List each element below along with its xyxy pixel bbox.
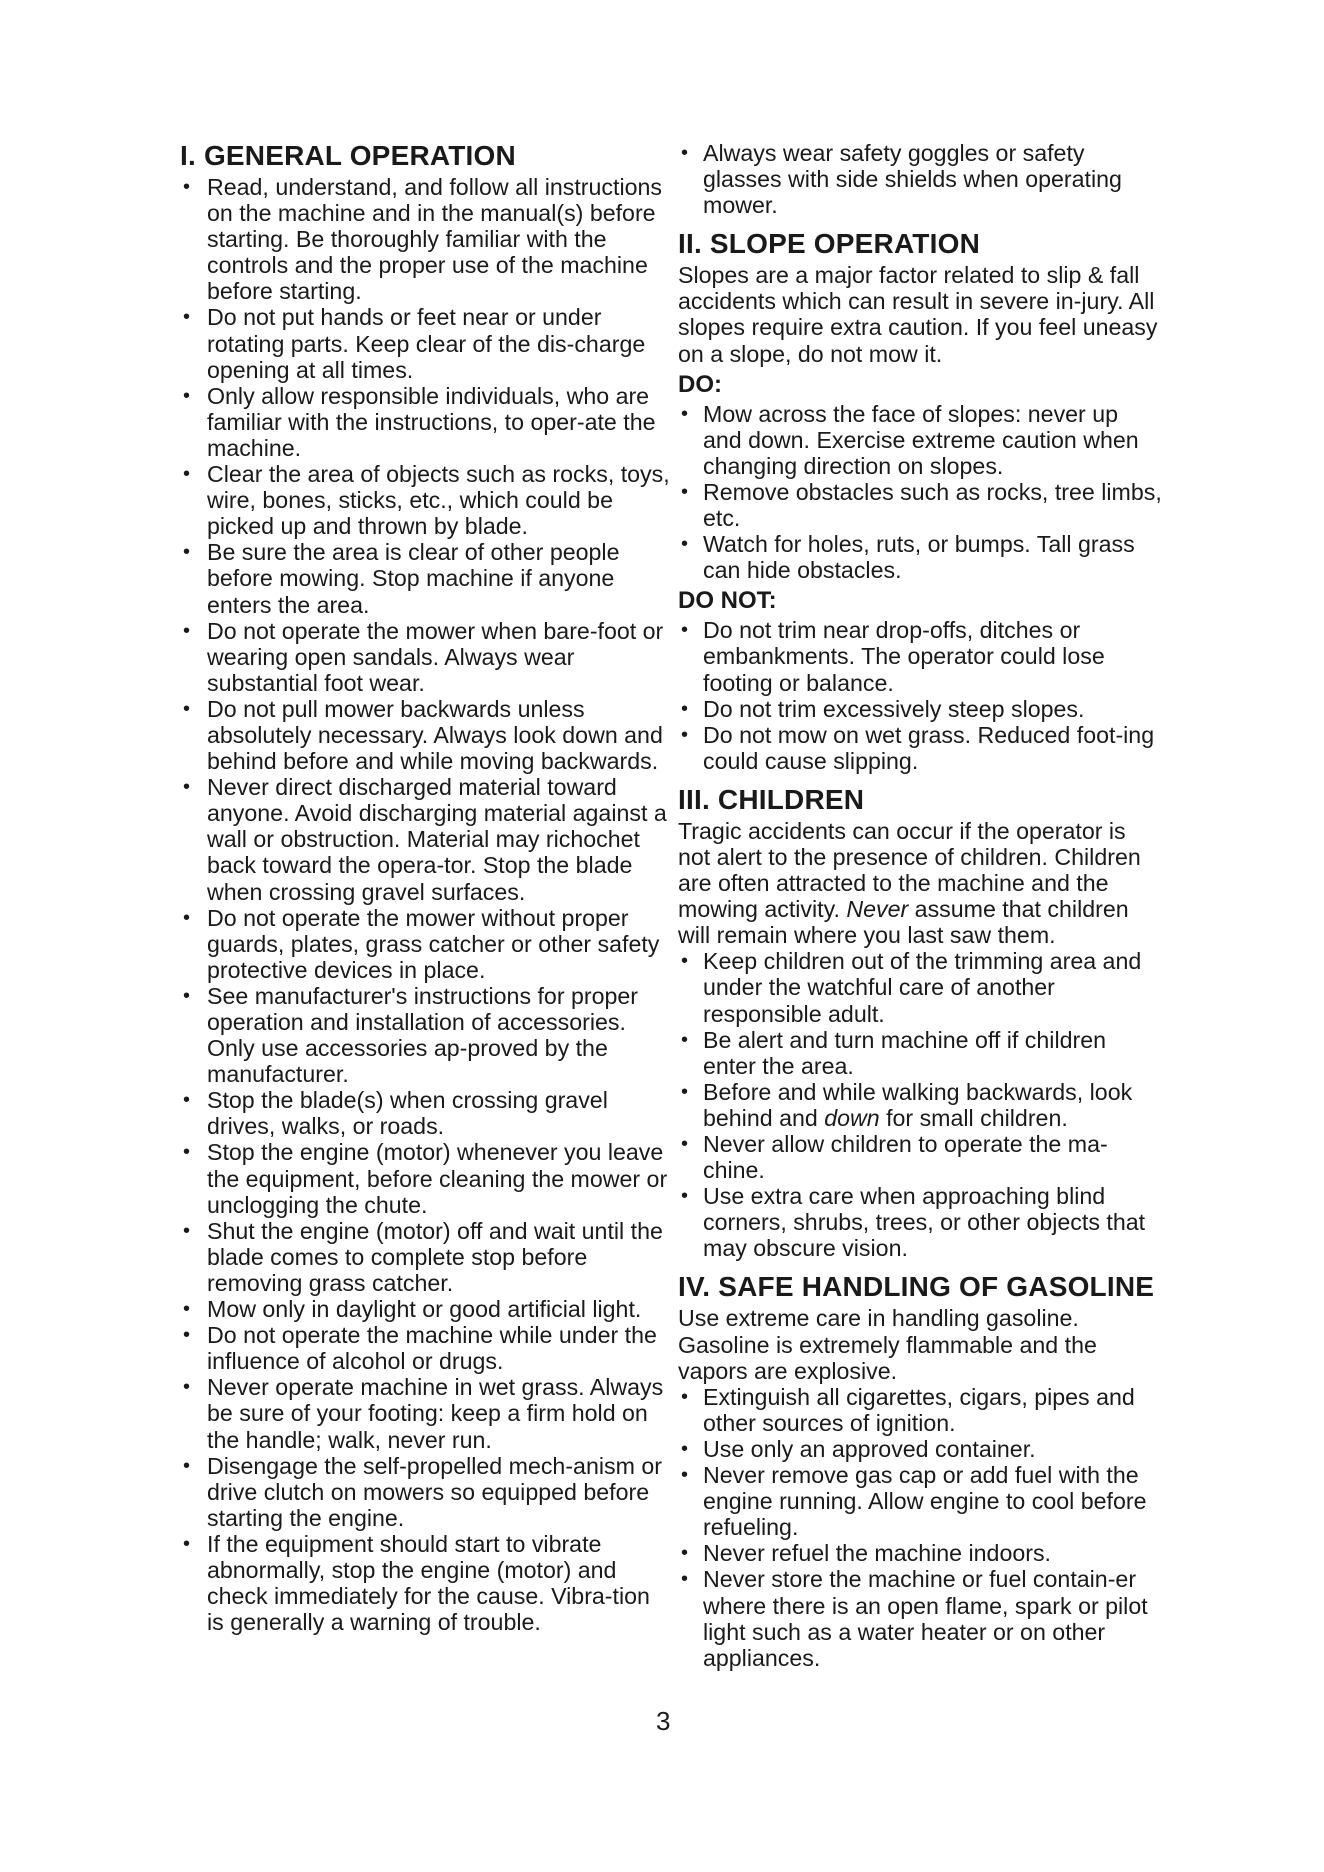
list-item: • Do not operate the mower without proper guards, plates, grass catcher or other safety protective devices in place. (180, 905, 670, 983)
gasoline-intro: Use extreme care in handling gasoline. Gasoline is extremely flammable and the vapors are explosive. (678, 1305, 1097, 1384)
list-item-text-a: Before and while walking backwards, look behind and (703, 1078, 1133, 1131)
list-item: • Be sure the area is clear of other people before mowing. Stop machine if anyone enters the area. (180, 539, 670, 617)
list-item: • Watch for holes, ruts, or bumps. Tall grass can hide obstacles. (678, 531, 1163, 583)
list-item: • Disengage the self-propelled mech-anism or drive clutch on mowers so equipped before starting the engine. (180, 1453, 670, 1531)
section-heading-slope-operation: II. SLOPE OPERATION (678, 228, 980, 260)
slope-intro: Slopes are a major factor related to slip & fall accidents which can result in severe in-jury. All slopes require extra caution. If you feel uneasy on a slope, do not mow it. (678, 262, 1158, 367)
list-item: • See manufacturer's instructions for proper operation and installation of accessories. Only use accessories ap-proved by the manufacturer. (180, 983, 670, 1087)
general-operation-list (180, 174, 670, 1635)
list-item: • Do not trim excessively steep slopes. (678, 696, 1163, 722)
list-item: • Be alert and turn machine off if children enter the area. (678, 1027, 1163, 1079)
children-intro-emphasis: Never (846, 896, 909, 923)
list-item: • Mow across the face of slopes: never up and down. Exercise extreme caution when changing direction on slopes. (678, 401, 1163, 479)
list-item: • Always wear safety goggles or safety glasses with side shields when operating mower. (678, 140, 1163, 218)
list-item: • Read, understand, and follow all instructions on the machine and in the manual(s) before starting. Be thoroughly familiar with the controls and the proper use of the machine before starting. (180, 174, 670, 304)
list-item: • Do not operate the mower when bare-foot or wearing open sandals. Always wear substantial foot wear. (180, 618, 670, 696)
page-number: 3 (656, 1706, 671, 1736)
list-item: • Do not put hands or feet near or under rotating parts. Keep clear of the dis-charge opening at all times. (180, 304, 670, 382)
do-list (678, 401, 1163, 584)
right-column (678, 140, 1163, 1671)
list-item: • Shut the engine (motor) off and wait until the blade comes to complete stop before removing grass catcher. (180, 1218, 670, 1296)
do-heading: DO: (678, 370, 722, 398)
list-item: • Extinguish all cigarettes, cigars, pipes and other sources of ignition. (678, 1384, 1163, 1436)
list-item: • Never refuel the machine indoors. (678, 1540, 1163, 1566)
list-item (678, 1079, 1163, 1131)
do-not-heading: DO NOT: (678, 587, 777, 615)
list-item-emphasis: down (824, 1104, 880, 1131)
list-item: • Mow only in daylight or good artificial light. (180, 1296, 670, 1322)
section-heading-safe-handling-gasoline: IV. SAFE HANDLING OF GASOLINE (678, 1271, 1155, 1303)
general-operation-list-continued (678, 140, 1163, 218)
list-item: • Only allow responsible individuals, who are familiar with the instructions, to oper-ate the machine. (180, 383, 670, 461)
list-item: • Do not operate the machine while under the influence of alcohol or drugs. (180, 1322, 670, 1374)
section-heading-general-operation: I. GENERAL OPERATION (180, 140, 516, 171)
list-item: • Never store the machine or fuel contain-er where there is an open flame, spark or pilot light such as a water heater or on other appliances. (678, 1566, 1163, 1670)
list-item: • Never operate machine in wet grass. Always be sure of your footing: keep a firm hold on the handle; walk, never run. (180, 1374, 670, 1452)
list-item: • Do not trim near drop-offs, ditches or embankments. The operator could lose footing or balance. (678, 617, 1163, 695)
list-item: • Use only an approved container. (678, 1436, 1163, 1462)
list-item: • Use extra care when approaching blind corners, shrubs, trees, or other objects that may obscure vision. (678, 1183, 1163, 1261)
children-intro-text-b: assume that children will remain where you last saw them. (678, 896, 1129, 949)
list-item: • Stop the blade(s) when crossing gravel drives, walks, or roads. (180, 1087, 670, 1139)
list-item: • Keep children out of the trimming area and under the watchful care of another responsible adult. (678, 948, 1163, 1026)
gasoline-list (678, 1384, 1163, 1671)
do-not-list (678, 617, 1163, 774)
list-item-text-b: for small children. (879, 1104, 1068, 1131)
list-item: • Never allow children to operate the ma-chine. (678, 1131, 1163, 1183)
list-item: • Stop the engine (motor) whenever you leave the equipment, before cleaning the mower or unclogging the chute. (180, 1139, 670, 1217)
section-heading-children: III. CHILDREN (678, 783, 865, 815)
list-item: • Remove obstacles such as rocks, tree limbs, etc. (678, 479, 1163, 531)
children-intro-text-a: Tragic accidents can occur if the operator is not alert to the presence of children. Children are often attracted to the machine and the mowing activity. (678, 817, 1141, 923)
list-item: • Never direct discharged material toward anyone. Avoid discharging material against a wall or obstruction. Material may richochet back toward the opera-tor. Stop the blade when crossing gravel surfaces. (180, 774, 670, 904)
list-item: • Never remove gas cap or add fuel with the engine running. Allow engine to cool before refueling. (678, 1462, 1163, 1540)
children-list (678, 948, 1163, 1261)
list-item: • Clear the area of objects such as rocks, toys, wire, bones, sticks, etc., which could be picked up and thrown by blade. (180, 461, 670, 539)
list-item: • Do not mow on wet grass. Reduced foot-ing could cause slipping. (678, 722, 1163, 774)
list-item: • If the equipment should start to vibrate abnormally, stop the engine (motor) and check immediately for the cause. Vibra-tion is generally a warning of trouble. (180, 1531, 670, 1635)
left-column (180, 140, 670, 1635)
list-item: • Do not pull mower backwards unless absolutely necessary. Always look down and behind before and while moving backwards. (180, 696, 670, 774)
children-intro (678, 818, 1163, 948)
